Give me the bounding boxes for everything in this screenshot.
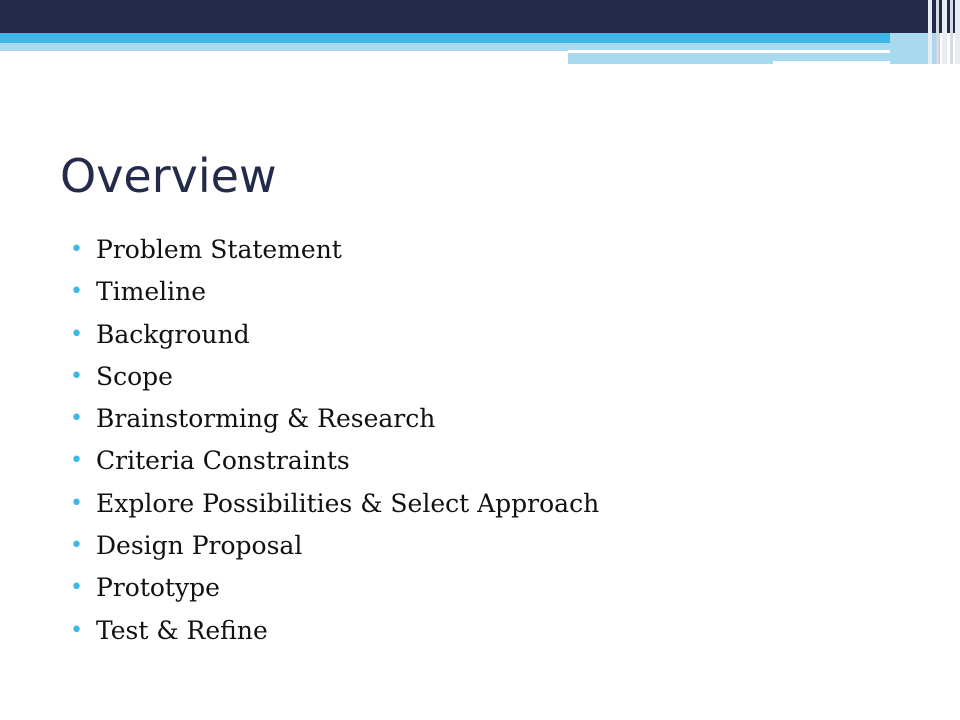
- header-stripe: [928, 0, 932, 64]
- bullet-text: Prototype: [96, 573, 220, 603]
- bullet-dot-icon: •: [70, 237, 83, 262]
- bullet-dot-icon: •: [70, 490, 83, 516]
- bullet-dot-icon: •: [70, 406, 83, 432]
- bullet-dot-icon: •: [70, 279, 83, 305]
- bullet-text: Background: [96, 319, 250, 349]
- bullet-text: Timeline: [96, 277, 207, 307]
- header-stripe: [955, 0, 960, 64]
- bullet-dot-icon: •: [70, 533, 83, 559]
- header-stripe: [936, 0, 939, 64]
- bullet-dot-icon: •: [70, 321, 83, 347]
- header-band-blue: [0, 33, 940, 43]
- slide-title: Overview: [60, 149, 277, 203]
- bullet-text: Test & Refine: [96, 615, 268, 645]
- bullet-dot-icon: •: [70, 448, 83, 474]
- header-band-navy: [0, 0, 960, 33]
- bullet-dot-icon: •: [70, 617, 83, 643]
- bullet-text: Brainstorming & Research: [96, 404, 436, 434]
- header-band-end: [890, 33, 940, 64]
- bullet-text: Explore Possibilities & Select Approach: [96, 488, 600, 518]
- header-band-light-blue-right: [773, 53, 890, 61]
- bullet-text: Criteria Constraints: [96, 446, 350, 476]
- bullet-dot-icon: •: [70, 363, 83, 389]
- header-stripe: [942, 0, 947, 64]
- bullet-text: Problem Statement: [96, 235, 342, 264]
- bullet-text: Scope: [96, 361, 173, 391]
- header-stripe: [950, 0, 953, 64]
- bullet-dot-icon: •: [70, 575, 83, 601]
- bullet-text: Design Proposal: [96, 531, 303, 561]
